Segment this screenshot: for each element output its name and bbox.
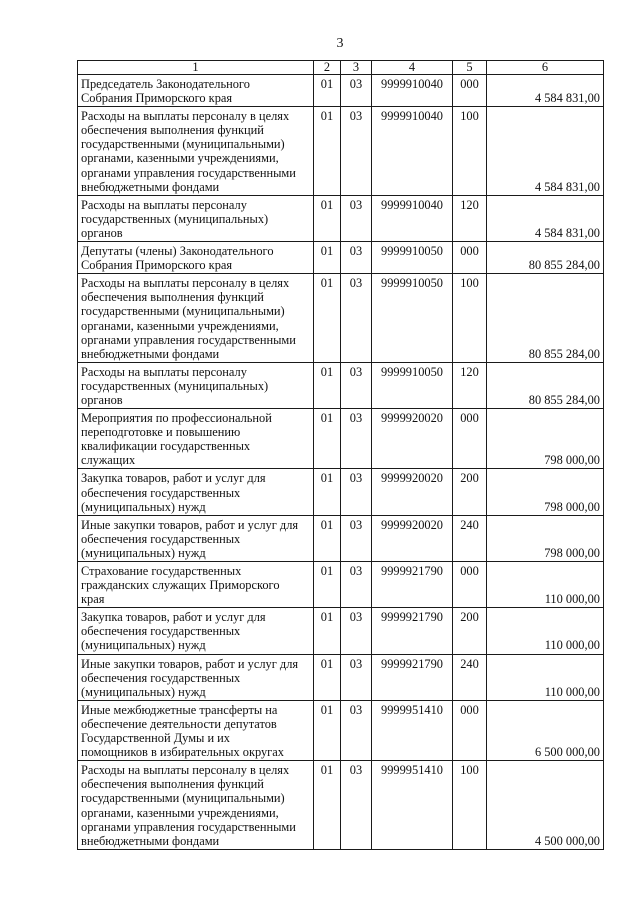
- description-line: Собрания Приморского края: [81, 258, 233, 273]
- subsection-code-cell: 03: [341, 700, 372, 760]
- table-row: [78, 469, 604, 515]
- subsection-code-cell: 03: [341, 75, 372, 107]
- description-line: Страхование государственных: [81, 564, 242, 578]
- budget-table: [77, 60, 604, 850]
- description-line: обеспечения выполнения функций: [81, 777, 264, 792]
- header-col-3: 3: [341, 61, 372, 75]
- amount-cell: 110 000,00: [487, 562, 604, 608]
- header-col-4: 4: [372, 61, 453, 75]
- description-cell: [78, 107, 314, 196]
- table-row: [78, 195, 604, 241]
- description-line: органами, казенными учреждениями,: [81, 151, 279, 166]
- description-line: обеспечения выполнения функций: [81, 290, 264, 305]
- description-line: обеспечения государственных: [81, 624, 241, 639]
- description-line: органами, казенными учреждениями,: [81, 318, 279, 333]
- description-line: служащих: [81, 453, 136, 468]
- subsection-code-cell: 03: [341, 362, 372, 408]
- description-line: Иные закупки товаров, работ и услуг для: [81, 656, 299, 671]
- description-line: обеспечения государственных: [81, 670, 241, 685]
- description-cell: [78, 274, 314, 363]
- amount-cell: 798 000,00: [487, 515, 604, 561]
- section-code-cell: 01: [314, 107, 341, 196]
- table-row: [78, 362, 604, 408]
- description-line: Закупка товаров, работ и услуг для: [81, 471, 266, 486]
- target-article-cell: 9999910050: [372, 242, 453, 274]
- target-article-cell: 9999910040: [372, 75, 453, 107]
- table-row: [78, 608, 604, 654]
- amount-cell: 80 855 284,00: [487, 242, 604, 274]
- description-line: обеспечение деятельности депутатов: [81, 716, 277, 731]
- expense-type-cell: 240: [453, 654, 487, 700]
- target-article-cell: 9999921790: [372, 654, 453, 700]
- description-line: государственными (муниципальными): [81, 137, 285, 152]
- description-line: Председатель Законодательного: [81, 77, 250, 91]
- subsection-code-cell: 03: [341, 515, 372, 561]
- target-article-cell: 9999910050: [372, 274, 453, 363]
- description-line: органами, казенными учреждениями,: [81, 805, 279, 820]
- subsection-code-cell: 03: [341, 274, 372, 363]
- target-article-cell: 9999951410: [372, 700, 453, 760]
- description-cell: [78, 75, 314, 107]
- amount-cell: 4 584 831,00: [487, 195, 604, 241]
- amount-cell: 110 000,00: [487, 608, 604, 654]
- expense-type-cell: 120: [453, 362, 487, 408]
- description-line: (муниципальных) нужд: [81, 638, 206, 653]
- description-line: внебюджетными фондами: [81, 346, 220, 361]
- description-cell: [78, 409, 314, 469]
- table-row: [78, 515, 604, 561]
- amount-cell: 110 000,00: [487, 654, 604, 700]
- description-line: государственными (муниципальными): [81, 304, 285, 319]
- description-line: гражданских служащих Приморского: [81, 578, 280, 593]
- table-row: [78, 562, 604, 608]
- description-line: (муниципальных) нужд: [81, 684, 206, 699]
- description-line: обеспечения выполнения функций: [81, 123, 264, 138]
- table-row: [78, 761, 604, 850]
- description-line: Депутаты (члены) Законодательного: [81, 244, 274, 259]
- amount-cell: 6 500 000,00: [487, 700, 604, 760]
- expense-type-cell: 000: [453, 700, 487, 760]
- description-line: Закупка товаров, работ и услуг для: [81, 610, 266, 625]
- table-row: [78, 274, 604, 363]
- description-line: Мероприятия по профессиональной: [81, 411, 272, 426]
- amount-cell: 798 000,00: [487, 469, 604, 515]
- description-line: обеспечения государственных: [81, 531, 241, 546]
- amount-cell: 4 500 000,00: [487, 761, 604, 850]
- description-line: органами управления государственными: [81, 819, 296, 834]
- subsection-code-cell: 03: [341, 654, 372, 700]
- description-cell: [78, 608, 314, 654]
- description-line: Расходы на выплаты персоналу в целях: [81, 276, 290, 291]
- description-line: органами управления государственными: [81, 332, 296, 347]
- table-row: [78, 654, 604, 700]
- description-cell: [78, 761, 314, 850]
- subsection-code-cell: 03: [341, 469, 372, 515]
- expense-type-cell: 200: [453, 608, 487, 654]
- description-line: внебюджетными фондами: [81, 833, 220, 848]
- table-header: [78, 61, 604, 75]
- description-line: органами управления государственными: [81, 165, 296, 180]
- description-cell: [78, 654, 314, 700]
- table-body: [78, 75, 604, 850]
- description-line: Расходы на выплаты персоналу: [81, 197, 247, 212]
- target-article-cell: 9999910050: [372, 362, 453, 408]
- description-line: Расходы на выплаты персоналу в целях: [81, 763, 290, 778]
- subsection-code-cell: 03: [341, 107, 372, 196]
- expense-type-cell: 000: [453, 242, 487, 274]
- subsection-code-cell: 03: [341, 608, 372, 654]
- amount-cell: 4 584 831,00: [487, 107, 604, 196]
- expense-type-cell: 240: [453, 515, 487, 561]
- header-row: [78, 61, 604, 75]
- amount-cell: 80 855 284,00: [487, 274, 604, 363]
- table-row: [78, 700, 604, 760]
- header-col-1: 1: [78, 61, 314, 75]
- section-code-cell: 01: [314, 195, 341, 241]
- description-line: государственными (муниципальными): [81, 791, 285, 806]
- description-line: органов: [81, 392, 123, 407]
- description-line: переподготовке и повышению: [81, 425, 241, 440]
- target-article-cell: 9999910040: [372, 107, 453, 196]
- subsection-code-cell: 03: [341, 242, 372, 274]
- description-cell: [78, 700, 314, 760]
- table-row: [78, 75, 604, 107]
- description-cell: [78, 469, 314, 515]
- section-code-cell: 01: [314, 409, 341, 469]
- description-cell: [78, 195, 314, 241]
- subsection-code-cell: 03: [341, 195, 372, 241]
- section-code-cell: 01: [314, 362, 341, 408]
- description-line: внебюджетными фондами: [81, 179, 220, 194]
- section-code-cell: 01: [314, 515, 341, 561]
- description-cell: [78, 562, 314, 608]
- description-line: (муниципальных) нужд: [81, 499, 206, 514]
- expense-type-cell: 100: [453, 761, 487, 850]
- description-line: квалификации государственных: [81, 439, 251, 454]
- description-line: (муниципальных) нужд: [81, 545, 206, 560]
- header-col-5: 5: [453, 61, 487, 75]
- description-cell: [78, 515, 314, 561]
- amount-cell: 4 584 831,00: [487, 75, 604, 107]
- section-code-cell: 01: [314, 608, 341, 654]
- section-code-cell: 01: [314, 562, 341, 608]
- table-row: [78, 242, 604, 274]
- target-article-cell: 9999921790: [372, 562, 453, 608]
- description-line: органов: [81, 225, 123, 240]
- amount-cell: 798 000,00: [487, 409, 604, 469]
- description-line: Расходы на выплаты персоналу в целях: [81, 109, 290, 124]
- expense-type-cell: 000: [453, 75, 487, 107]
- section-code-cell: 01: [314, 75, 341, 107]
- subsection-code-cell: 03: [341, 562, 372, 608]
- section-code-cell: 01: [314, 654, 341, 700]
- section-code-cell: 01: [314, 469, 341, 515]
- amount-cell: 80 855 284,00: [487, 362, 604, 408]
- table-row: [78, 107, 604, 196]
- description-line: края: [81, 592, 105, 607]
- description-line: Расходы на выплаты персоналу: [81, 364, 247, 379]
- header-col-6: 6: [487, 61, 604, 75]
- subsection-code-cell: 03: [341, 761, 372, 850]
- target-article-cell: 9999920020: [372, 409, 453, 469]
- section-code-cell: 01: [314, 274, 341, 363]
- description-cell: [78, 362, 314, 408]
- target-article-cell: 9999920020: [372, 469, 453, 515]
- expense-type-cell: 100: [453, 274, 487, 363]
- description-line: государственных (муниципальных): [81, 211, 269, 226]
- expense-type-cell: 000: [453, 409, 487, 469]
- description-line: государственных (муниципальных): [81, 378, 269, 393]
- target-article-cell: 9999921790: [372, 608, 453, 654]
- description-line: обеспечения государственных: [81, 485, 241, 500]
- description-line: Иные закупки товаров, работ и услуг для: [81, 517, 299, 532]
- target-article-cell: 9999951410: [372, 761, 453, 850]
- target-article-cell: 9999910040: [372, 195, 453, 241]
- section-code-cell: 01: [314, 242, 341, 274]
- section-code-cell: 01: [314, 761, 341, 850]
- description-line: Государственной Думы и их: [81, 731, 231, 746]
- expense-type-cell: 200: [453, 469, 487, 515]
- section-code-cell: 01: [314, 700, 341, 760]
- target-article-cell: 9999920020: [372, 515, 453, 561]
- description-line: Собрания Приморского края: [81, 91, 233, 106]
- table-row: [78, 409, 604, 469]
- description-cell: [78, 242, 314, 274]
- subsection-code-cell: 03: [341, 409, 372, 469]
- expense-type-cell: 120: [453, 195, 487, 241]
- description-line: помощников в избирательных округах: [81, 745, 284, 760]
- header-col-2: 2: [314, 61, 341, 75]
- expense-type-cell: 000: [453, 562, 487, 608]
- page-number: 3: [336, 36, 344, 51]
- expense-type-cell: 100: [453, 107, 487, 196]
- description-line: Иные межбюджетные трансферты на: [81, 702, 278, 717]
